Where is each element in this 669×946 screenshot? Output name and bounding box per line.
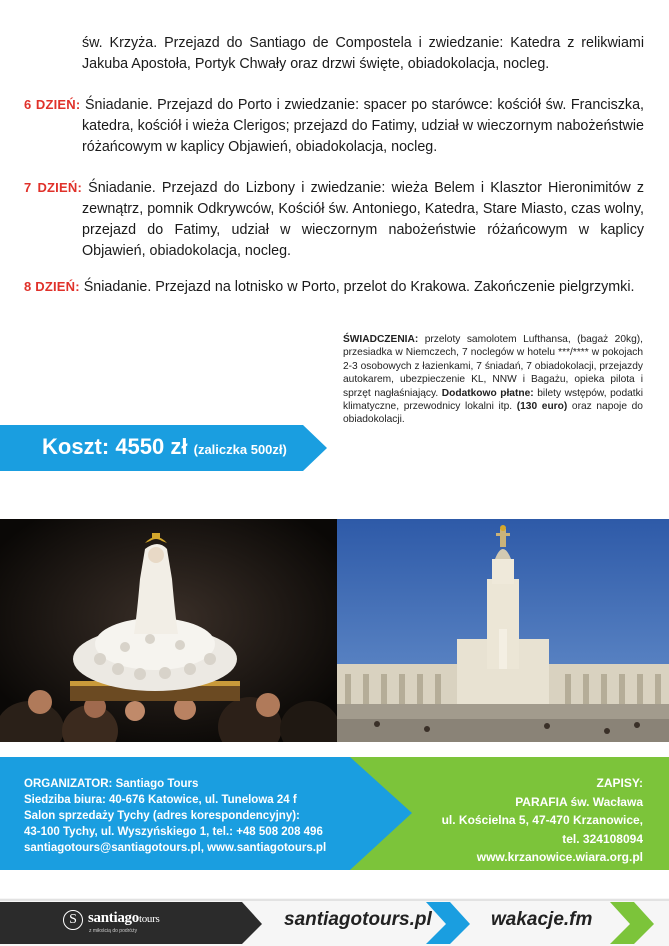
- logo-wordmark: [88, 910, 159, 927]
- logo-mark-icon: S: [63, 910, 83, 930]
- extra-label: Dodatkowo płatne:: [441, 387, 534, 399]
- day-label: 6 DZIEŃ:: [24, 97, 81, 112]
- services-label: ŚWIADCZENIA:: [343, 334, 419, 345]
- day-label: 8 DZIEŃ:: [24, 279, 80, 294]
- organizer-block: [24, 776, 326, 856]
- services-text: przeloty samolotem Lufthansa, (bagaż 20kg), przesiadka w Niemczech, 7 noclegów w hotelu ***/**** w pokojach 2-3 osobowych z łazienkami, 7 śniadań, 7 obiadokolacji, przejazdy autokarem, ubezpieczenie KL, NNW i Bagażu, opieka pilota i sprzęt nagłaśniający.: [343, 334, 643, 399]
- contact-band: [0, 757, 669, 870]
- photo-fatima-procession: [0, 519, 337, 742]
- day-text: Śniadanie. Przejazd do Porto i zwiedzanie: spacer po starówce: kościół św. Franciszka, katedra, kościół i wieża Clerigos; przejazd do Fatimy, udział w wieczornym nabożeństwie różańcowym w kaplicy Objawień, obiadokolacja, nocleg.: [82, 97, 644, 155]
- logo-suffix: tours: [138, 913, 160, 925]
- santiagotours-link[interactable]: santiagotours.pl: [284, 909, 432, 930]
- santiago-tours-logo[interactable]: [58, 904, 166, 940]
- day-label: 7 DZIEŃ:: [24, 180, 82, 195]
- day5-continued-text: św. Krzyża. Przejazd do Santiago de Compostela i zwiedzanie: Katedra z relikwiami Jakuba Apostoła, Portyk Chwały oraz drzwi święte, obiadokolacja, nocleg.: [82, 35, 644, 72]
- signup-block: [442, 774, 643, 867]
- organizer-line: 43-100 Tychy, ul. Wyszyńskiego 1, tel.: +48 508 208 496: [24, 826, 323, 838]
- signup-line: PARAFIA św. Wacława: [515, 794, 643, 809]
- organizer-title: ORGANIZATOR: Santiago Tours: [24, 778, 199, 790]
- signup-website-link[interactable]: www.krzanowice.wiara.org.pl: [476, 850, 643, 864]
- organizer-line: Siedziba biura: 40-676 Katowice, ul. Tunelowa 24 f: [24, 794, 297, 806]
- photo-fatima-basilica: [337, 519, 669, 742]
- extra-amount: (130 euro): [516, 401, 568, 413]
- signup-line: ul. Kościelna 5, 47-470 Krzanowice,: [441, 813, 643, 827]
- day-text: Śniadanie. Przejazd do Lizbony i zwiedzanie: wieża Belem i Klasztor Hieronimitów z zewnątrz, pomnik Odkrywców, Kościół św. Antoniego, Katedra, Stare Miasto, czas wolny, przejazd do Fatimy, udział w wieczornym nabożeństwie różańcowym w kaplicy Objawień, obiadokolacja, nocleg.: [82, 180, 644, 259]
- footer: [0, 898, 669, 946]
- organizer-contact-link[interactable]: santiagotours@santiagotours.pl, www.santiagotours.pl: [24, 842, 327, 854]
- itinerary-continued: [24, 33, 644, 75]
- organizer-line: Salon sprzedaży Tychy (adres korespondencyjny):: [24, 810, 300, 822]
- day-text: Śniadanie. Przejazd na lotnisko w Porto, przelot do Krakowa. Zakończenie pielgrzymki.: [83, 279, 635, 295]
- extra-tail: oraz napoje do obiadokolacji.: [343, 401, 643, 426]
- itinerary-day-6: [24, 94, 644, 158]
- logo-tagline: z miłością do podróży: [89, 928, 138, 934]
- signup-title: ZAPISY:: [596, 776, 643, 790]
- cost-and-services: [0, 325, 669, 485]
- signup-phone: tel. 324108094: [562, 831, 643, 846]
- logo-main: santiago: [88, 910, 139, 926]
- cost-amount: Koszt: 4550 zł: [42, 434, 188, 459]
- cost-banner: [0, 425, 327, 471]
- wakacje-link[interactable]: wakacje.fm: [491, 909, 593, 930]
- itinerary-day-8: [24, 276, 644, 298]
- itinerary-day-7: [24, 177, 644, 262]
- cost-text: [42, 434, 287, 460]
- extra-text: bilety wstępów, podatki klimatyczne, przewodnicy lokalni itp.: [343, 387, 643, 413]
- services-block: [343, 333, 643, 427]
- cost-deposit: (zaliczka 500zł): [193, 442, 287, 457]
- photo-strip: [0, 519, 669, 742]
